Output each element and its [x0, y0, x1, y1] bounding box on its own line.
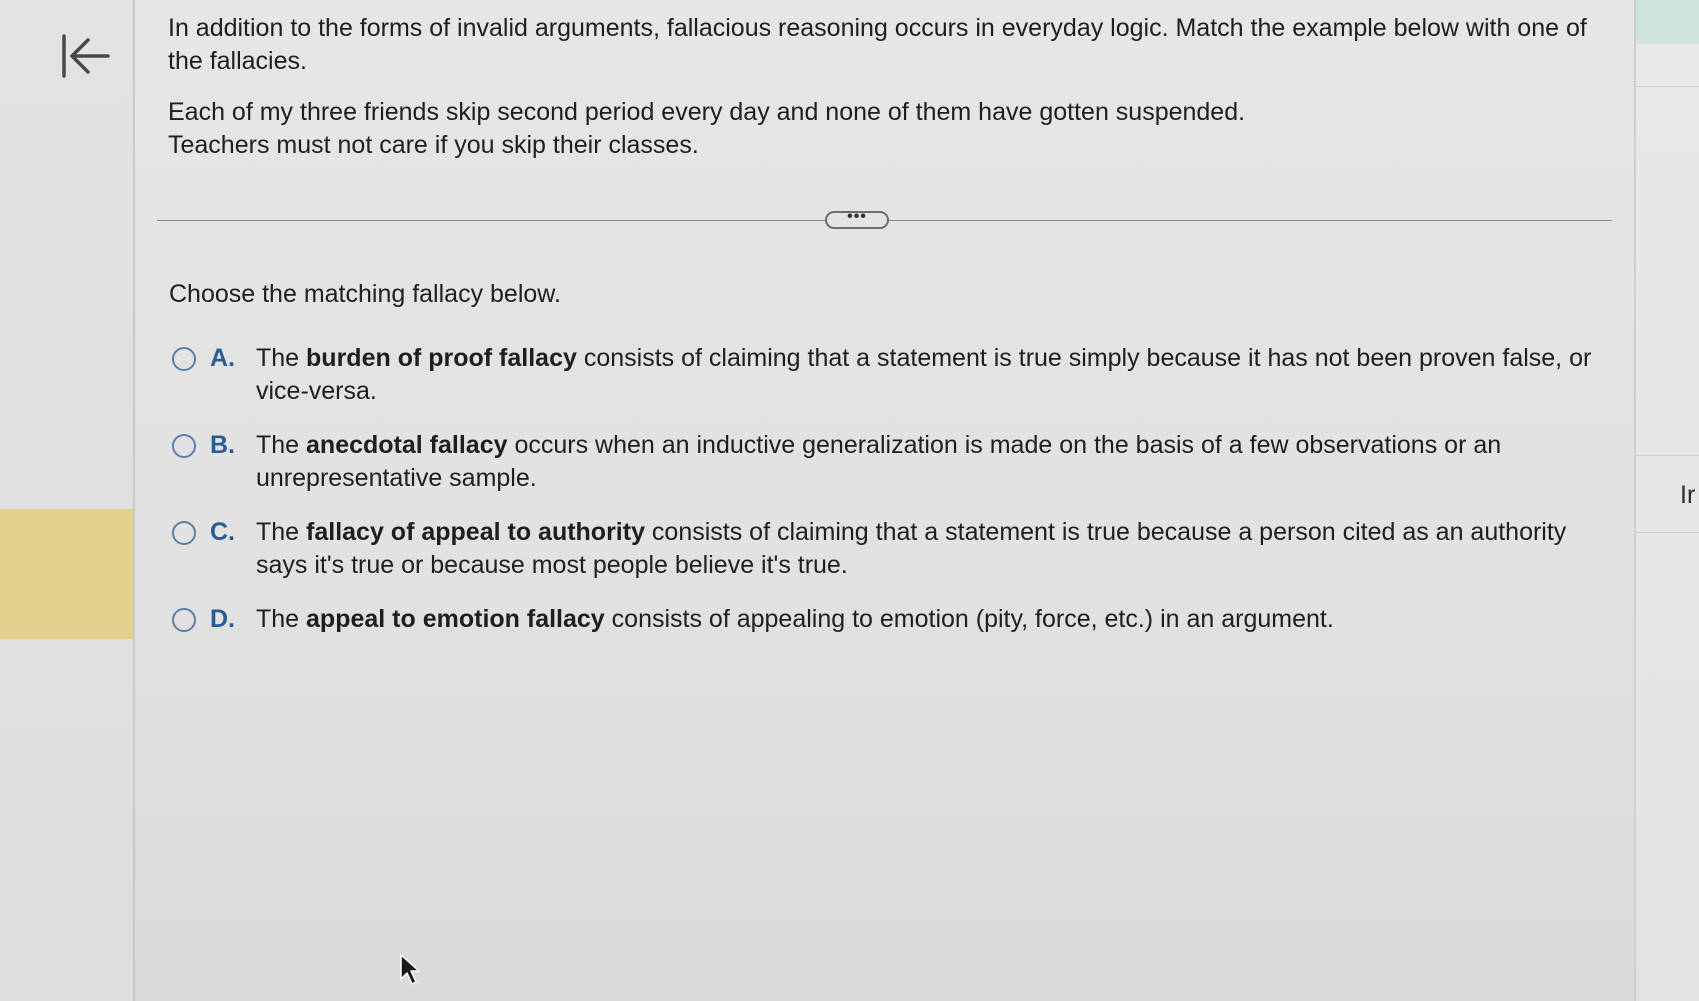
option-term: fallacy of appeal to authority	[306, 518, 645, 546]
option-term: burden of proof fallacy	[306, 344, 577, 372]
divider	[1636, 86, 1699, 87]
divider	[1636, 532, 1699, 533]
right-panel	[1634, 0, 1699, 1001]
option-text	[256, 603, 1612, 636]
radio-button[interactable]	[172, 608, 196, 632]
radio-button[interactable]	[172, 347, 196, 371]
mouse-pointer-icon	[399, 953, 421, 987]
option-text	[256, 516, 1612, 582]
option-c[interactable]	[172, 516, 1612, 582]
option-letter: C.	[210, 518, 235, 546]
option-text-post: occurs when an inductive generalization is made on the basis of a few observations or an unrepresentative sample.	[256, 431, 1502, 492]
right-panel-text: Ir	[1680, 481, 1696, 509]
question-intro: In addition to the forms of invalid arguments, fallacious reasoning occurs in everyday logic. Match the example below with one of the fallacies.	[168, 14, 1587, 75]
option-letter: B.	[210, 431, 235, 459]
option-letter: D.	[210, 605, 235, 633]
left-rail	[0, 0, 135, 1001]
option-text-post: consists of appealing to emotion (pity, force, etc.) in an argument.	[604, 605, 1334, 633]
option-text-post: consists of claiming that a statement is true because a person cited as an authority says it's true or because most people believe it's true.	[256, 518, 1567, 579]
option-text	[256, 429, 1612, 495]
more-dots-label: •••	[847, 208, 867, 225]
expand-more-button[interactable]	[825, 208, 889, 229]
option-d[interactable]	[172, 603, 1612, 636]
option-text-pre: The	[256, 605, 307, 633]
option-term: appeal to emotion fallacy	[306, 605, 605, 633]
option-text	[256, 342, 1612, 408]
radio-button[interactable]	[172, 521, 196, 545]
answer-options	[172, 342, 1612, 657]
right-panel-header	[1636, 0, 1699, 44]
option-text-pre: The	[256, 431, 307, 459]
collapse-panel-button[interactable]	[58, 30, 112, 84]
question-content	[135, 0, 1633, 1001]
current-question-highlight	[0, 509, 133, 639]
option-a[interactable]	[172, 342, 1612, 408]
question-example: Each of my three friends skip second period every day and none of them have gotten suspended. Teachers must not care if you skip their classes.	[168, 98, 1246, 159]
divider	[1636, 455, 1699, 456]
option-letter: A.	[210, 344, 235, 372]
option-b[interactable]	[172, 429, 1612, 495]
option-text-pre: The	[256, 518, 307, 546]
option-term: anecdotal fallacy	[306, 431, 508, 459]
radio-button[interactable]	[172, 434, 196, 458]
arrow-left-to-bar-icon	[58, 30, 112, 84]
option-text-post: consists of claiming that a statement is true simply because it has not been proven false, or vice-versa.	[256, 344, 1592, 405]
option-text-pre: The	[256, 344, 307, 372]
answer-prompt: Choose the matching fallacy below.	[169, 280, 561, 308]
